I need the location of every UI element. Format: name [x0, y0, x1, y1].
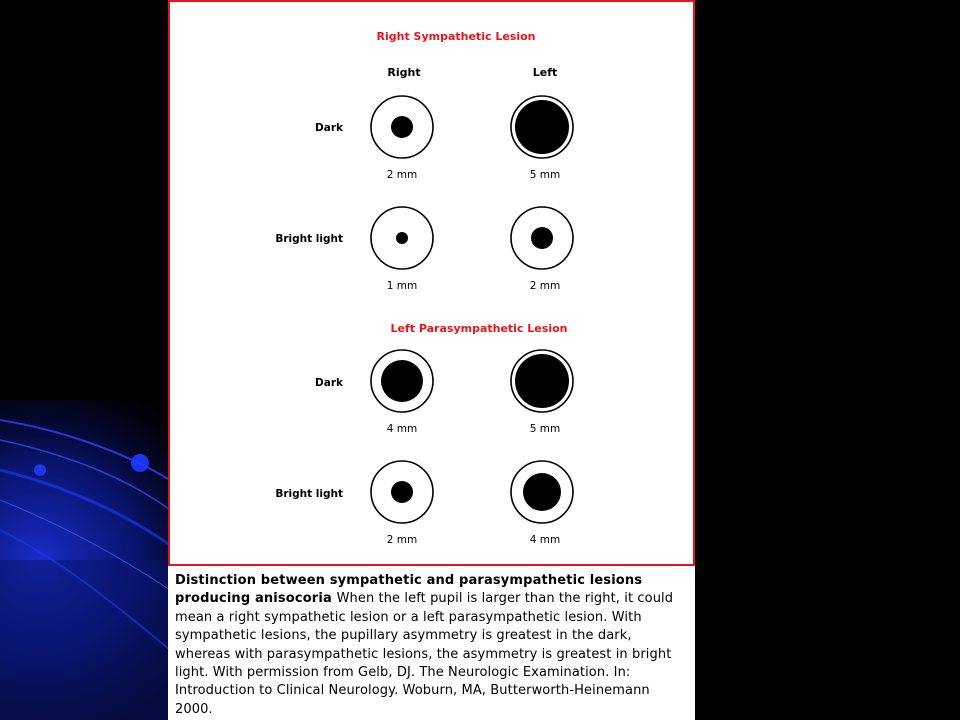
size-label: 4 mm: [386, 423, 418, 435]
pupil-left-bright-parasympathetic: [511, 461, 573, 523]
pupil-left-dark-sympathetic: [511, 96, 573, 158]
size-label: 2 mm: [386, 534, 418, 546]
section-title-sympathetic: Right Sympathetic Lesion: [376, 30, 536, 43]
section-title-parasympathetic: Left Parasympathetic Lesion: [390, 322, 568, 335]
size-label: 2 mm: [529, 280, 561, 292]
pupil-left-dark-parasympathetic: [511, 350, 573, 412]
pupil-diagram: [170, 2, 693, 564]
row-label-bright-light: Bright light: [275, 488, 343, 500]
pupil-dot: [391, 481, 413, 503]
column-label-right: Right: [387, 66, 421, 79]
pupil-dot: [391, 116, 413, 138]
figure-panel: [168, 0, 695, 566]
swoosh-dot: [34, 464, 46, 476]
size-label: 5 mm: [529, 423, 561, 435]
pupil-dot: [381, 360, 423, 402]
pupil-right-dark-parasympathetic: [371, 350, 433, 412]
pupil-right-dark-sympathetic: [371, 96, 433, 158]
pupil-right-bright-sympathetic: [371, 207, 433, 269]
row-label-dark: Dark: [315, 122, 343, 134]
pupil-dot: [515, 100, 569, 154]
caption-body: When the left pupil is larger than the right, it could mean a right sympathetic lesion or a left parasympathetic lesion. With sympathetic lesions, the pupillary asymmetry is greatest in the dark, whereas with parasympathetic lesions, the asymmetry is greatest in bright light. With permission from Gelb, DJ. The Neurologic Examination. In: Introduction to Clinical Neurology. Woburn, MA, Butterworth-Heinemann 2000.: [175, 591, 674, 717]
pupil-dot: [396, 232, 408, 244]
pupil-dot: [515, 354, 569, 408]
caption-heading: Distinction between sympathetic and parasympathetic lesions producing anisocoria: [175, 573, 643, 607]
column-label-left: Left: [532, 66, 558, 79]
row-label-bright-light: Bright light: [275, 233, 343, 245]
size-label: 1 mm: [386, 280, 418, 292]
swoosh-dot: [131, 454, 149, 472]
pupil-left-bright-sympathetic: [511, 207, 573, 269]
pupil-dot: [531, 227, 553, 249]
figure-caption: [168, 566, 695, 720]
size-label: 4 mm: [529, 534, 561, 546]
size-label: 5 mm: [529, 169, 561, 181]
row-label-dark: Dark: [315, 377, 343, 389]
size-label: 2 mm: [386, 169, 418, 181]
pupil-right-bright-parasympathetic: [371, 461, 433, 523]
pupil-dot: [523, 473, 561, 511]
